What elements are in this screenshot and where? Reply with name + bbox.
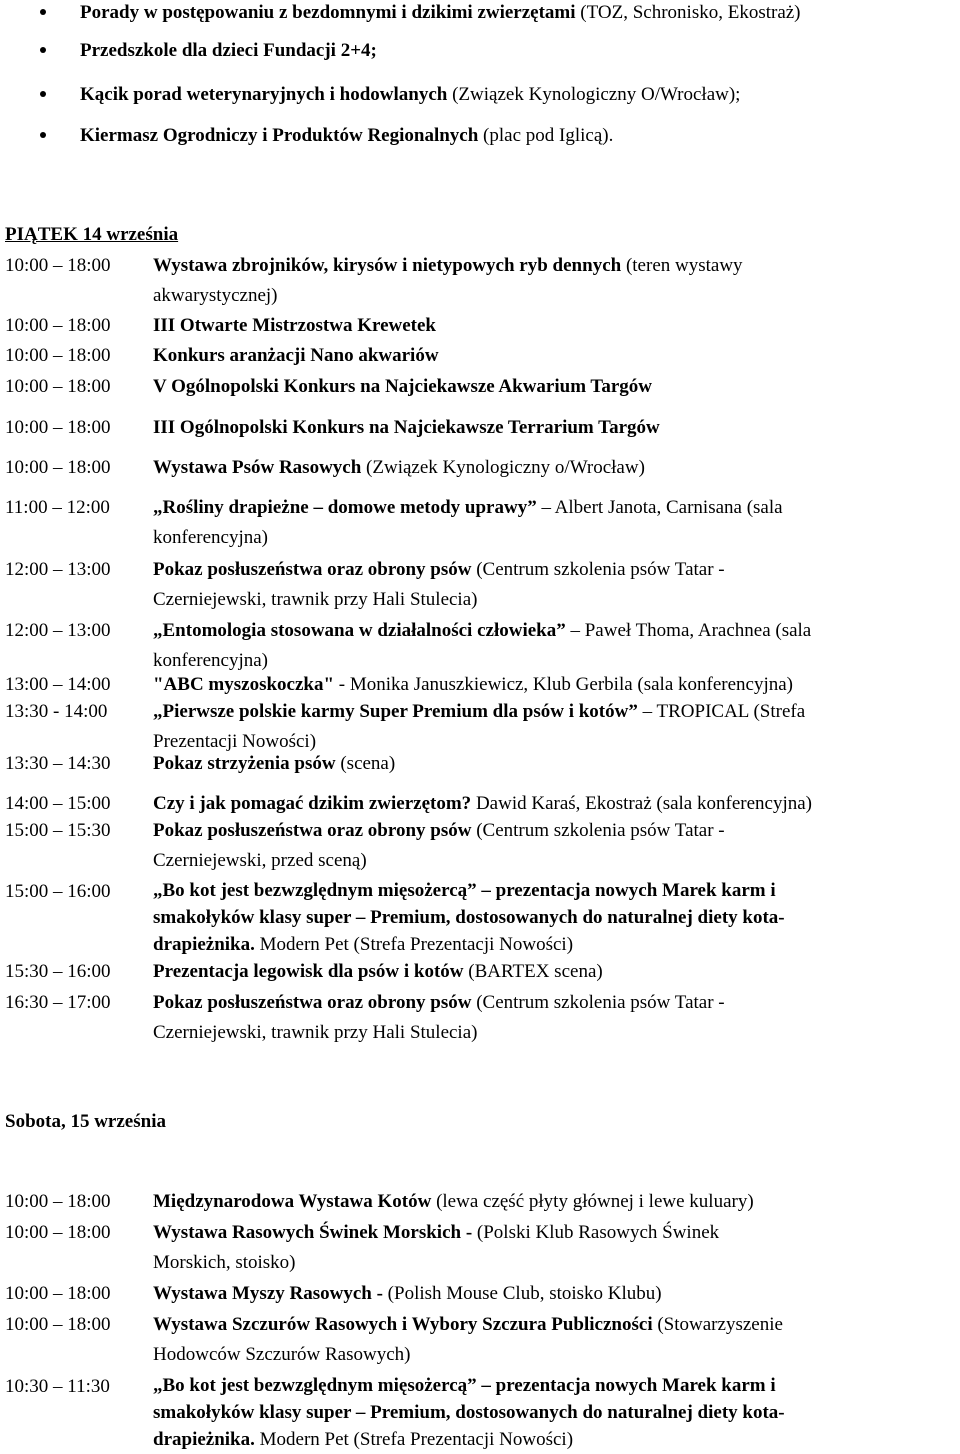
event-time: 13:00 – 14:00 — [5, 674, 111, 695]
event-title: „Bo kot jest bezwzględnym mięsożercą” – prezentacja nowych Marek karm i — [153, 1375, 776, 1396]
event-details: (Związek Kynologiczny o/Wrocław) — [361, 457, 645, 478]
event-title: „Pierwsze polskie karmy Super Premium dla psów i kotów” — [153, 701, 638, 722]
event-description — [153, 413, 958, 443]
event-details: Modern Pet (Strefa Prezentacji Nowości) — [254, 1429, 574, 1450]
event-details: (Centrum szkolenia psów Tatar - — [471, 820, 725, 841]
event-description — [153, 670, 958, 700]
event-time: 11:00 – 12:00 — [5, 497, 110, 518]
event-time: 10:00 – 18:00 — [5, 1191, 111, 1212]
event-details-cont: Hodowców Szczurów Rasowych) — [153, 1344, 411, 1365]
event-title-end: drapieżnika. — [153, 1429, 255, 1450]
event-details: (lewa część płyty głównej i lewe kuluary) — [431, 1191, 754, 1212]
event-description — [153, 453, 958, 483]
event-description — [153, 311, 958, 341]
event-title: Prezentacja legowisk dla psów i kotów — [153, 961, 464, 982]
event-details: (BARTEX scena) — [463, 961, 603, 982]
event-title-cont: smakołyków klasy super – Premium, dostosowanych do naturalnej diety kota- — [153, 1402, 785, 1423]
event-description — [153, 1218, 958, 1278]
event-description — [153, 1279, 958, 1309]
event-time: 15:30 – 16:00 — [5, 961, 111, 982]
bullet-bold-text: Przedszkole dla dzieci Fundacji 2+4; — [80, 40, 377, 61]
event-title: Wystawa Rasowych Świnek Morskich - — [153, 1222, 473, 1243]
event-title: Pokaz strzyżenia psów — [153, 753, 336, 774]
bullet-icon — [40, 9, 46, 15]
event-time: 12:00 – 13:00 — [5, 620, 111, 641]
event-title: Pokaz posłuszeństwa oraz obrony psów — [153, 992, 472, 1013]
event-details: (Polski Klub Rasowych Świnek — [472, 1222, 720, 1243]
event-title: Wystawa Psów Rasowych — [153, 457, 362, 478]
event-title: Pokaz posłuszeństwa oraz obrony psów — [153, 559, 472, 580]
event-time: 10:00 – 18:00 — [5, 345, 111, 366]
event-description — [153, 341, 958, 371]
event-title: Wystawa Szczurów Rasowych i Wybory Szczura Publiczności — [153, 1314, 653, 1335]
bullet-icon — [40, 91, 46, 97]
bullet-icon — [40, 47, 46, 53]
event-details: Modern Pet (Strefa Prezentacji Nowości) — [254, 934, 574, 955]
event-title-cont: smakołyków klasy super – Premium, dostosowanych do naturalnej diety kota- — [153, 907, 785, 928]
bullet-item — [80, 40, 377, 62]
bullet-text: (Związek Kynologiczny O/Wrocław); — [447, 84, 741, 105]
event-description — [153, 749, 958, 779]
event-title: "ABC myszoskoczka" — [153, 674, 335, 695]
event-details: Dawid Karaś, Ekostraż (sala konferencyjna) — [471, 793, 812, 814]
event-details-cont: Prezentacji Nowości) — [153, 731, 317, 752]
event-description — [153, 957, 958, 987]
event-time: 10:00 – 18:00 — [5, 417, 111, 438]
event-time: 10:00 – 18:00 — [5, 1283, 111, 1304]
event-description — [153, 1372, 958, 1453]
event-description — [153, 988, 958, 1048]
event-details-cont: akwarystycznej) — [153, 285, 278, 306]
event-title: „Entomologia stosowana w działalności człowieka” — [153, 620, 566, 641]
saturday-heading: Sobota, 15 września — [5, 1111, 166, 1132]
event-time: 10:00 – 18:00 — [5, 255, 111, 276]
bullet-icon — [40, 132, 46, 138]
event-details: (Centrum szkolenia psów Tatar - — [471, 559, 725, 580]
event-description — [153, 1187, 958, 1217]
event-time: 12:00 – 13:00 — [5, 559, 111, 580]
event-details: (Polish Mouse Club, stoisko Klubu) — [382, 1283, 662, 1304]
event-time: 10:00 – 18:00 — [5, 315, 111, 336]
event-title: III Otwarte Mistrzostwa Krewetek — [153, 315, 436, 336]
event-description — [153, 877, 958, 958]
event-description — [153, 555, 958, 615]
event-time: 10:00 – 18:00 — [5, 457, 111, 478]
event-description — [153, 616, 958, 676]
event-title: V Ogólnopolski Konkurs na Najciekawsze Akwarium Targów — [153, 376, 653, 397]
event-title: III Ogólnopolski Konkurs na Najciekawsze Terrarium Targów — [153, 417, 660, 438]
event-details-cont: Morskich, stoisko) — [153, 1252, 296, 1273]
event-description — [153, 1310, 958, 1370]
event-time: 10:00 – 18:00 — [5, 376, 111, 397]
event-details: – Albert Janota, Carnisana (sala — [536, 497, 783, 518]
event-time: 16:30 – 17:00 — [5, 992, 111, 1013]
event-description — [153, 493, 958, 553]
event-details: (Centrum szkolenia psów Tatar - — [471, 992, 725, 1013]
event-details: (scena) — [335, 753, 396, 774]
event-title: „Bo kot jest bezwzględnym mięsożercą” – prezentacja nowych Marek karm i — [153, 880, 776, 901]
event-details: – Paweł Thoma, Arachnea (sala — [565, 620, 812, 641]
event-title: „Rośliny drapieżne – domowe metody uprawy” — [153, 497, 537, 518]
event-description — [153, 251, 958, 311]
event-title: Pokaz posłuszeństwa oraz obrony psów — [153, 820, 472, 841]
bullet-bold-text: Porady w postępowaniu z bezdomnymi i dzikimi zwierzętami — [80, 2, 576, 23]
event-time: 15:00 – 16:00 — [5, 881, 111, 902]
event-title: Wystawa Myszy Rasowych - — [153, 1283, 383, 1304]
event-details-cont: Czerniejewski, przed sceną) — [153, 850, 367, 871]
event-details: (Stowarzyszenie — [652, 1314, 783, 1335]
event-details-cont: Czerniejewski, trawnik przy Hali Stulecia) — [153, 1022, 478, 1043]
event-time: 14:00 – 15:00 — [5, 793, 111, 814]
event-time: 13:30 - 14:00 — [5, 701, 108, 722]
bullet-item — [80, 2, 801, 24]
event-time: 10:30 – 11:30 — [5, 1376, 110, 1397]
event-details-cont: konferencyjna) — [153, 527, 268, 548]
event-description — [153, 697, 958, 757]
event-title: Wystawa zbrojników, kirysów i nietypowych ryb dennych — [153, 255, 622, 276]
bullet-item — [80, 125, 613, 147]
event-details: – TROPICAL (Strefa — [637, 701, 806, 722]
event-time: 13:30 – 14:30 — [5, 753, 111, 774]
event-details: (teren wystawy — [621, 255, 743, 276]
event-details: - Monika Januszkiewicz, Klub Gerbila (sala konferencyjna) — [334, 674, 794, 695]
event-description — [153, 816, 958, 876]
event-time: 10:00 – 18:00 — [5, 1222, 111, 1243]
event-details-cont: konferencyjna) — [153, 650, 268, 671]
bullet-item — [80, 84, 740, 106]
bullet-text: (TOZ, Schronisko, Ekostraż) — [575, 2, 801, 23]
bullet-text: (plac pod Iglicą). — [478, 125, 614, 146]
event-description — [153, 789, 958, 819]
event-title-end: drapieżnika. — [153, 934, 255, 955]
bullet-bold-text: Kiermasz Ogrodniczy i Produktów Regionalnych — [80, 125, 479, 146]
event-time: 15:00 – 15:30 — [5, 820, 111, 841]
event-title: Międzynarodowa Wystawa Kotów — [153, 1191, 432, 1212]
event-description — [153, 372, 958, 402]
event-title: Czy i jak pomagać dzikim zwierzętom? — [153, 793, 472, 814]
friday-heading: PIĄTEK 14 września — [5, 224, 179, 245]
bullet-bold-text: Kącik porad weterynaryjnych i hodowlanych — [80, 84, 448, 105]
event-title: Konkurs aranżacji Nano akwariów — [153, 345, 439, 366]
event-time: 10:00 – 18:00 — [5, 1314, 111, 1335]
event-details-cont: Czerniejewski, trawnik przy Hali Stulecia) — [153, 589, 478, 610]
